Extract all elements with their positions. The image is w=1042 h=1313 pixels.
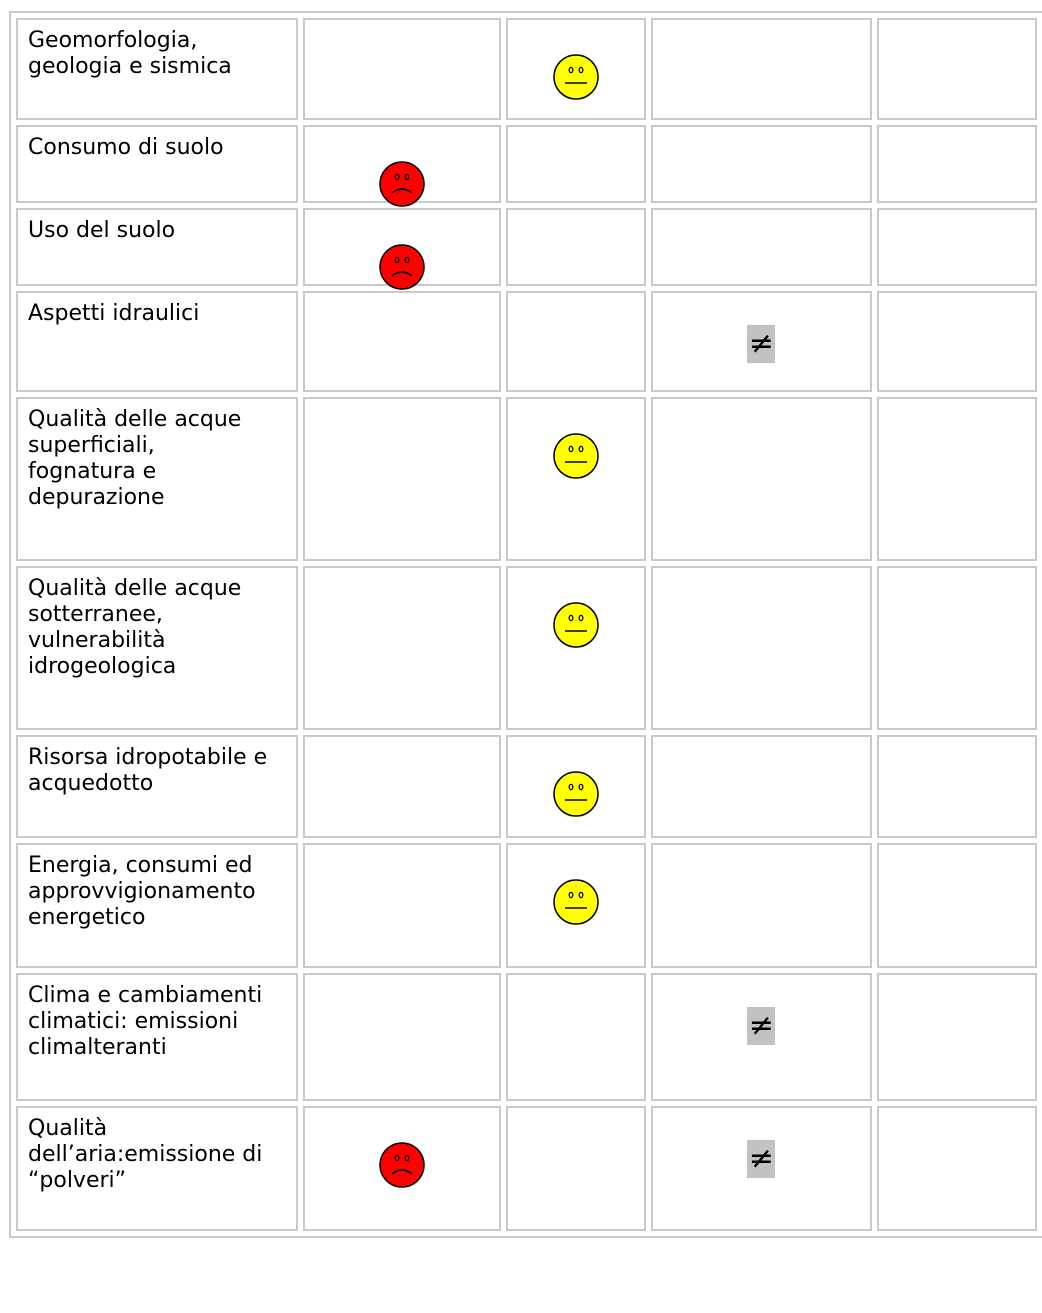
neutral-face-icon [552, 770, 600, 818]
rating-cell [877, 973, 1037, 1101]
row-label [16, 843, 298, 968]
rating-cell [506, 397, 646, 561]
rating-cell [651, 843, 873, 968]
neutral-face-icon [552, 53, 600, 101]
table-row [16, 843, 1037, 968]
rating-cell [651, 973, 873, 1101]
row-label [16, 397, 298, 561]
rating-cell [506, 843, 646, 968]
table-row [16, 735, 1037, 838]
table-row [16, 208, 1037, 286]
rating-cell [506, 291, 646, 392]
rating-cell [877, 291, 1037, 392]
rating-cell [303, 18, 501, 120]
row-label-line: Geomorfologia, [28, 28, 198, 53]
row-label-line: Qualità delle acque [28, 576, 242, 601]
rating-cell [651, 735, 873, 838]
rating-cell [303, 397, 501, 561]
row-label [16, 208, 298, 286]
row-label-line: approvvigionamento [28, 879, 256, 904]
row-label-line: “polveri” [28, 1168, 127, 1193]
rating-cell [651, 397, 873, 561]
rating-cell [506, 973, 646, 1101]
rating-cell [303, 735, 501, 838]
sad-face-icon [378, 1141, 426, 1189]
rating-cell [506, 735, 646, 838]
row-label-line: depurazione [28, 485, 165, 510]
row-label [16, 291, 298, 392]
rating-cell [651, 291, 873, 392]
row-label-line: sotterranee, [28, 602, 163, 627]
rating-cell [877, 843, 1037, 968]
rating-cell [877, 735, 1037, 838]
rating-cell [303, 566, 501, 730]
row-label-line: Qualità [28, 1116, 108, 1141]
rating-cell [506, 125, 646, 203]
row-label [16, 566, 298, 730]
rating-cell [303, 1106, 501, 1231]
row-label-line: climatici: emissioni [28, 1009, 239, 1034]
row-label-line: climalteranti [28, 1035, 167, 1060]
row-label-line: fognatura e [28, 459, 157, 484]
rating-cell [506, 18, 646, 120]
table-row [16, 291, 1037, 392]
row-label-line: idrogeologica [28, 654, 177, 679]
table-row [16, 566, 1037, 730]
row-label-line: Risorsa idropotabile e [28, 745, 268, 770]
table-row [16, 973, 1037, 1101]
rating-cell [651, 18, 873, 120]
rating-cell [303, 291, 501, 392]
table-row [16, 18, 1037, 120]
neutral-face-icon [552, 601, 600, 649]
row-label-line: acquedotto [28, 771, 154, 796]
rating-cell [506, 566, 646, 730]
sad-face-icon [378, 160, 426, 208]
rating-cell [651, 208, 873, 286]
not-equal-symbol: ≠ [748, 326, 774, 361]
rating-cell [303, 125, 501, 203]
rating-cell [651, 125, 873, 203]
rating-cell [303, 843, 501, 968]
row-label-line: geologia e sismica [28, 54, 232, 79]
rating-cell [651, 1106, 873, 1231]
row-label [16, 125, 298, 203]
row-label-line: Qualità delle acque [28, 407, 242, 432]
assessment-table [9, 11, 1042, 1238]
row-label [16, 735, 298, 838]
rating-cell [877, 208, 1037, 286]
row-label-line: Uso del suolo [28, 218, 176, 243]
row-label-line: Clima e cambiamenti [28, 983, 263, 1008]
table-row [16, 1106, 1037, 1231]
not-equal-symbol: ≠ [748, 1008, 774, 1043]
table-row [16, 397, 1037, 561]
sad-face-icon [378, 243, 426, 291]
rating-cell [877, 125, 1037, 203]
row-label [16, 1106, 298, 1231]
rating-cell [506, 208, 646, 286]
row-label-line: Energia, consumi ed [28, 853, 253, 878]
not-equal-symbol: ≠ [748, 1141, 774, 1176]
neutral-face-icon [552, 878, 600, 926]
row-label [16, 18, 298, 120]
row-label-line: Aspetti idraulici [28, 301, 200, 326]
row-label-line: dell’aria:emissione di [28, 1142, 263, 1167]
row-label-line: vulnerabilità [28, 628, 166, 653]
row-label-line: energetico [28, 905, 146, 930]
rating-cell [877, 566, 1037, 730]
rating-cell [303, 973, 501, 1101]
rating-cell [877, 397, 1037, 561]
row-label [16, 973, 298, 1101]
table-row [16, 125, 1037, 203]
rating-cell [877, 18, 1037, 120]
rating-cell [651, 566, 873, 730]
rating-cell [877, 1106, 1037, 1231]
row-label-line: superficiali, [28, 433, 155, 458]
rating-cell [506, 1106, 646, 1231]
row-label-line: Consumo di suolo [28, 135, 224, 160]
neutral-face-icon [552, 432, 600, 480]
rating-cell [303, 208, 501, 286]
